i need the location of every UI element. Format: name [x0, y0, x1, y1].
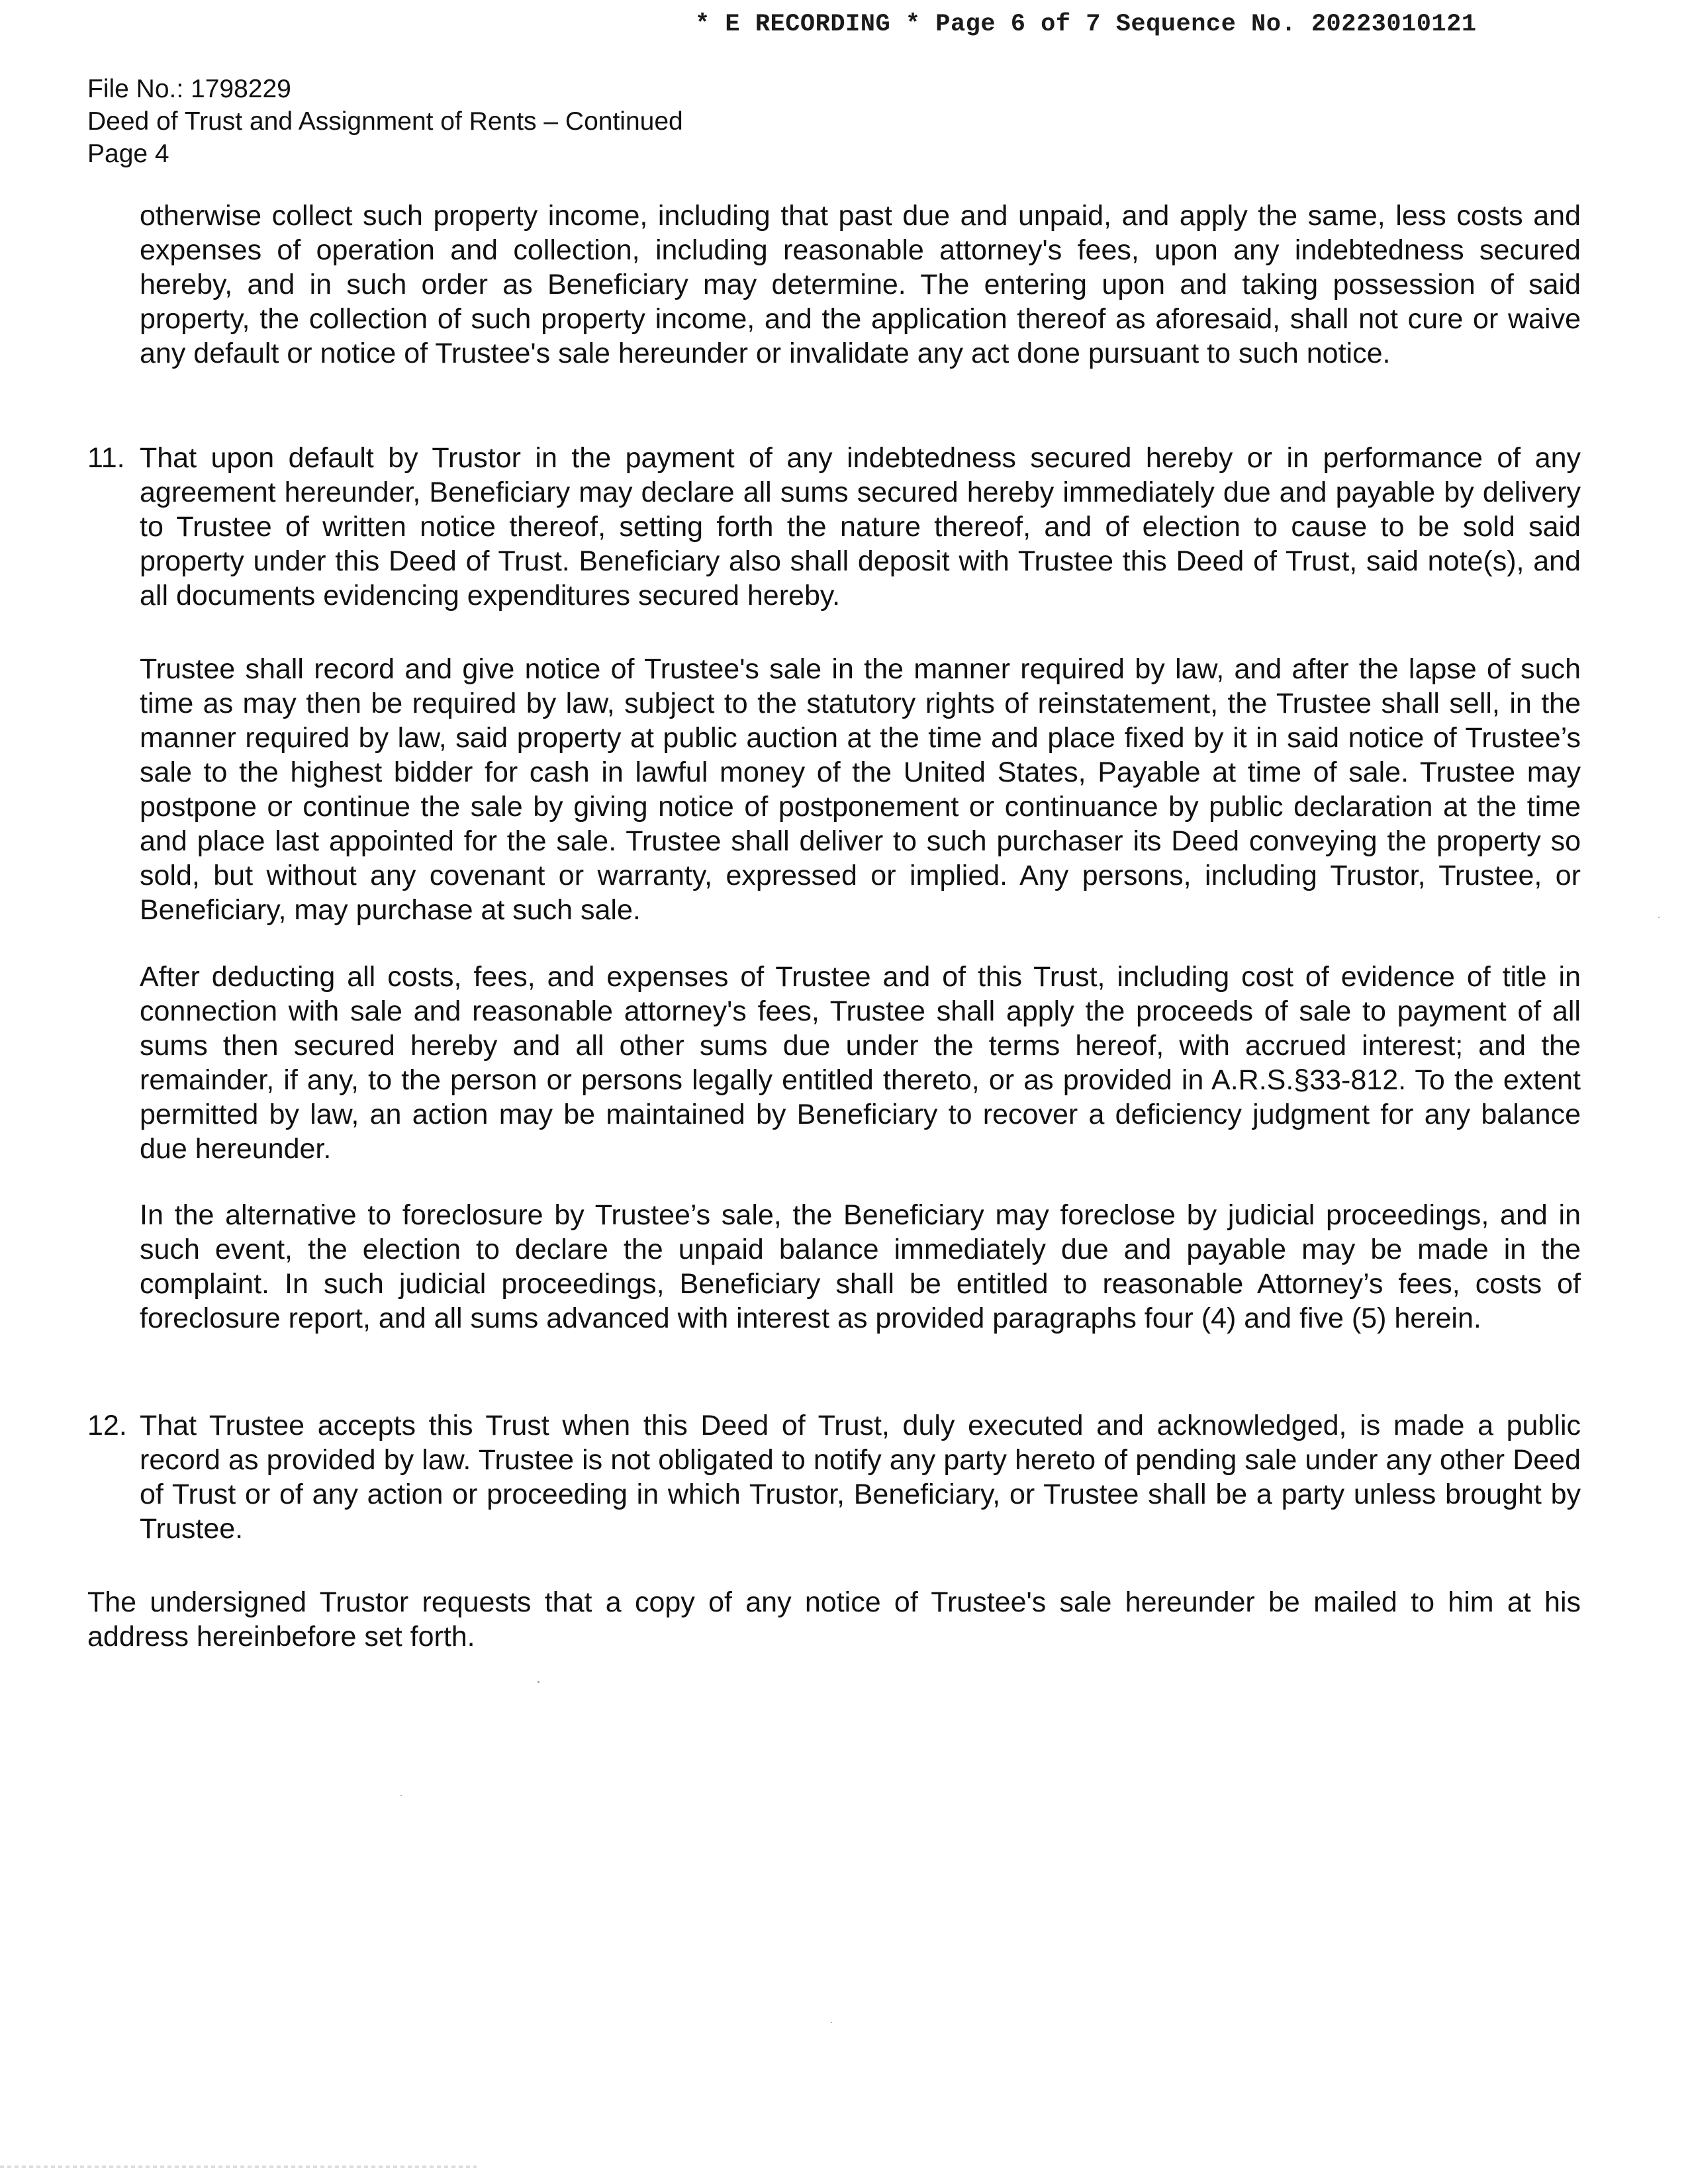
scan-speck [400, 1795, 402, 1796]
clause-11-text: That upon default by Trustor in the payment of any indebtedness secured hereby or in performance of any agreement hereunder, Beneficiary may declare all sums secured hereby immediately due and payable by delivery to Trustee of written notice thereof, setting forth the nature thereof, and of election to cause to be sold said property under this Deed of Trust. Beneficiary also shall deposit with Trustee this Deed of Trust, said note(s), and all documents evidencing expenditures secured hereby. [140, 442, 1581, 612]
clause-12-number: 12. [87, 1410, 127, 1441]
clause-11-paragraph-3 [87, 960, 1581, 1166]
clause-11-paragraph-2-text: Trustee shall record and give notice of Trustee's sale in the manner required by law, and after the lapse of such time as may then be required by law, subject to the statutory rights of reinstatement, the Trustee shall sell, in the manner required by law, said property at public auction at the time and place fixed by it in said notice of Trustee’s sale to the highest bidder for cash in lawful money of the United States, Payable at time of sale. Trustee may postpone or continue the sale by giving notice of postponement or continuance by public declaration at the time and place last appointed for the sale. Trustee shall deliver to such purchaser its Deed conveying the property so sold, but without any covenant or warranty, expressed or implied. Any persons, including Trustor, Trustee, or Beneficiary, may purchase at such sale. [140, 653, 1581, 926]
clause-11-item [87, 441, 1581, 613]
clause-11 [87, 441, 1581, 613]
closing-paragraph [87, 1585, 1581, 1654]
scan-speck [538, 1681, 539, 1683]
clause-11-paragraph-2 [87, 652, 1581, 927]
file-header [87, 73, 948, 170]
clause-11-paragraph-4 [87, 1198, 1581, 1336]
file-number: File No.: 1798229 [87, 75, 291, 103]
page-number: Page 4 [87, 140, 169, 168]
closing-paragraph-text: The undersigned Trustor requests that a copy of any notice of Trustee's sale hereunder be mailed to him at his address hereinbefore set forth. [87, 1586, 1581, 1653]
clause-12-item [87, 1408, 1581, 1546]
clause-11-number: 11. [87, 442, 125, 474]
clause-12 [87, 1408, 1581, 1546]
scan-speck [831, 2022, 832, 2023]
clause-11-paragraph-3-text: After deducting all costs, fees, and expenses of Trustee and of this Trust, including cost of evidence of title in connection with sale and reasonable attorney's fees, Trustee shall apply the proceeds of sale to payment of all sums then secured hereby and all other sums due under the terms hereof, with accrued interest; and the remainder, if any, to the person or persons legally entitled thereto, or as provided in A.R.S.§33-812. To the extent permitted by law, an action may be maintained by Beneficiary to recover a deficiency judgment for any balance due hereunder. [140, 961, 1581, 1165]
continuation-paragraph-text: otherwise collect such property income, including that past due and unpaid, and apply the same, less costs and expenses of operation and collection, including reasonable attorney's fees, upon any indebtedness secured hereby, and in such order as Beneficiary may determine. The entering upon and taking possession of said property, the collection of such property income, and the application thereof as aforesaid, shall not cure or waive any default or notice of Trustee's sale hereunder or invalidate any act done pursuant to such notice. [140, 200, 1581, 369]
clause-12-text: That Trustee accepts this Trust when this Deed of Trust, duly executed and acknowledged, is made a public record as provided by law. Trustee is not obligated to notify any party hereto of pending sale under any other Deed of Trust or of any action or proceeding in which Trustor, Beneficiary, or Trustee shall be a party unless brought by Trustee. [140, 1410, 1581, 1545]
recording-stamp-header: * E RECORDING * Page 6 of 7 Sequence No. 20223010121 [695, 11, 1477, 38]
document-title: Deed of Trust and Assignment of Rents – Continued [87, 107, 683, 136]
clause-11-paragraph-4-text: In the alternative to foreclosure by Trustee’s sale, the Beneficiary may foreclose by judicial proceedings, and in such event, the election to declare the unpaid balance immediately due and payable may be made in the complaint. In such judicial proceedings, Beneficiary shall be entitled to reasonable Attorney’s fees, costs of foreclosure report, and all sums advanced with interest as provided paragraphs four (4) and five (5) herein. [140, 1199, 1581, 1334]
continuation-paragraph [87, 199, 1581, 371]
scan-speck [1658, 917, 1660, 918]
scan-edge-artifact [0, 2165, 477, 2168]
